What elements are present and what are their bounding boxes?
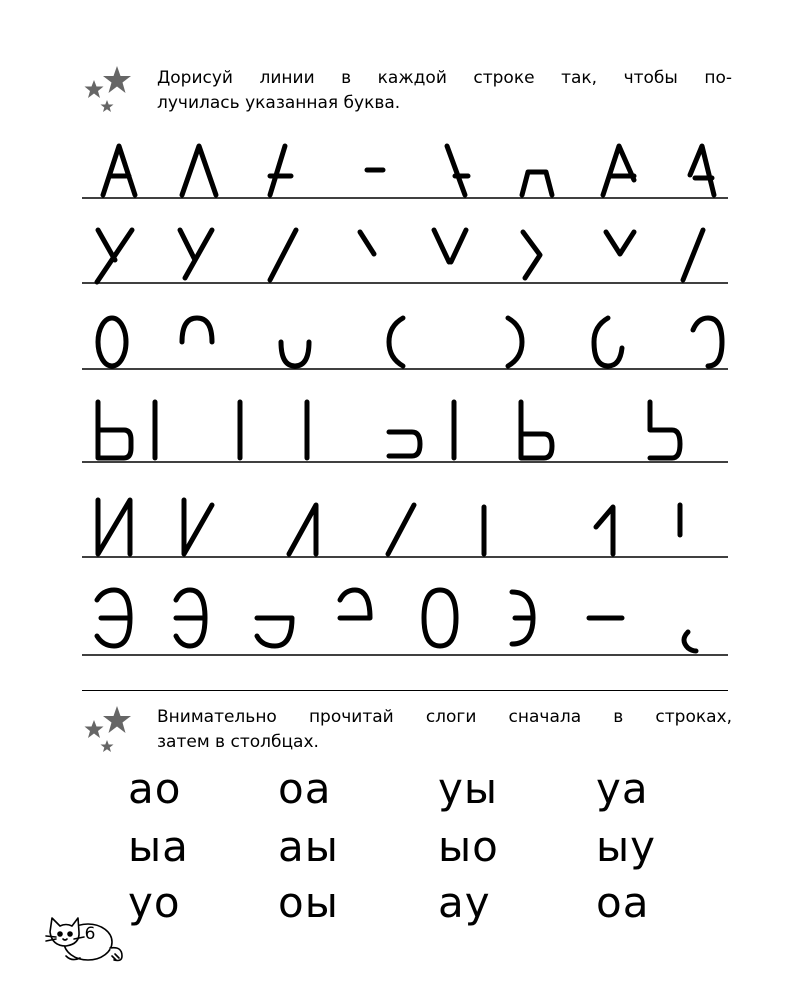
letter-u-partial-6 [606, 232, 634, 254]
letter-y-partial-3 [521, 402, 552, 458]
letter-u-partial-5 [523, 232, 540, 278]
letter-i-partial-1 [184, 500, 212, 554]
letter-e-partial-4 [424, 590, 456, 646]
stars-icon [80, 704, 134, 758]
letter-a-complete [103, 146, 135, 195]
letter-i-complete [98, 500, 130, 554]
letter-u-complete [97, 230, 132, 282]
syllable: ау [438, 878, 491, 927]
syllable: ыу [596, 822, 657, 871]
task-2-line-2: затем в столбцах. [157, 732, 319, 752]
letter-u-partial-4 [434, 230, 466, 262]
letter-o-partial-6 [693, 318, 722, 366]
tracing-row-i [98, 500, 680, 554]
tracing-row-y [98, 402, 680, 458]
task-2-line-1: Внимательно прочитай слоги сначала в строках, [157, 707, 732, 727]
letter-a-partial-1 [182, 146, 216, 195]
task-1-line-1: Дорисуй линии в каждой строке так, чтобы по- [157, 68, 732, 88]
letter-o-partial-4 [508, 318, 522, 366]
tracing-row-u [97, 230, 703, 282]
syllable: уы [438, 764, 499, 813]
syllable: ыо [438, 822, 499, 871]
letter-o-partial-1 [182, 318, 212, 342]
tracing-row-a [103, 146, 714, 195]
letter-e-complete [97, 590, 130, 646]
letter-y-partial-4 [650, 402, 680, 458]
letter-y-partial-2 [389, 402, 454, 458]
syllable: уо [128, 878, 181, 927]
letter-e-partial-7 [684, 632, 696, 651]
letter-u-partial-7 [683, 230, 703, 280]
syllable: ыа [128, 822, 189, 871]
syllable: оа [596, 878, 650, 927]
letter-e-partial-2 [257, 618, 292, 646]
syllable: уа [596, 764, 649, 813]
letter-a-partial-4 [447, 146, 468, 195]
letter-y-partial-1 [240, 402, 307, 458]
letter-o-complete [98, 318, 126, 366]
letter-u-partial-3 [360, 232, 374, 254]
tracing-row-e [97, 590, 696, 651]
syllable: ао [128, 764, 182, 813]
letter-u-partial-2 [270, 230, 296, 280]
letter-e-partial-1 [176, 590, 205, 646]
task-1-line-2: лучилась указанная буква. [157, 93, 401, 113]
letter-e-partial-5 [512, 592, 533, 644]
letter-a-partial-5 [522, 172, 552, 195]
writing-baselines [82, 198, 728, 655]
letter-i-partial-3 [388, 505, 414, 554]
letter-a-partial-6 [603, 146, 634, 195]
syllable: оа [278, 764, 332, 813]
tracing-row-o [98, 318, 722, 366]
letter-o-partial-3 [389, 318, 403, 366]
letter-a-partial-2 [270, 146, 291, 195]
section-divider [82, 690, 728, 691]
letter-y-complete [98, 402, 155, 458]
letter-o-partial-5 [594, 318, 622, 366]
letter-e-partial-3 [340, 590, 370, 618]
letter-i-partial-5 [596, 507, 613, 554]
letter-i-partial-2 [289, 505, 316, 554]
letter-o-partial-2 [281, 342, 309, 366]
syllable: аы [278, 822, 339, 871]
page-number: 6 [84, 924, 96, 944]
letter-a-partial-7 [690, 146, 714, 195]
syllable: оы [278, 878, 339, 927]
letter-u-partial-1 [180, 230, 212, 278]
task-2-instruction [157, 705, 732, 755]
